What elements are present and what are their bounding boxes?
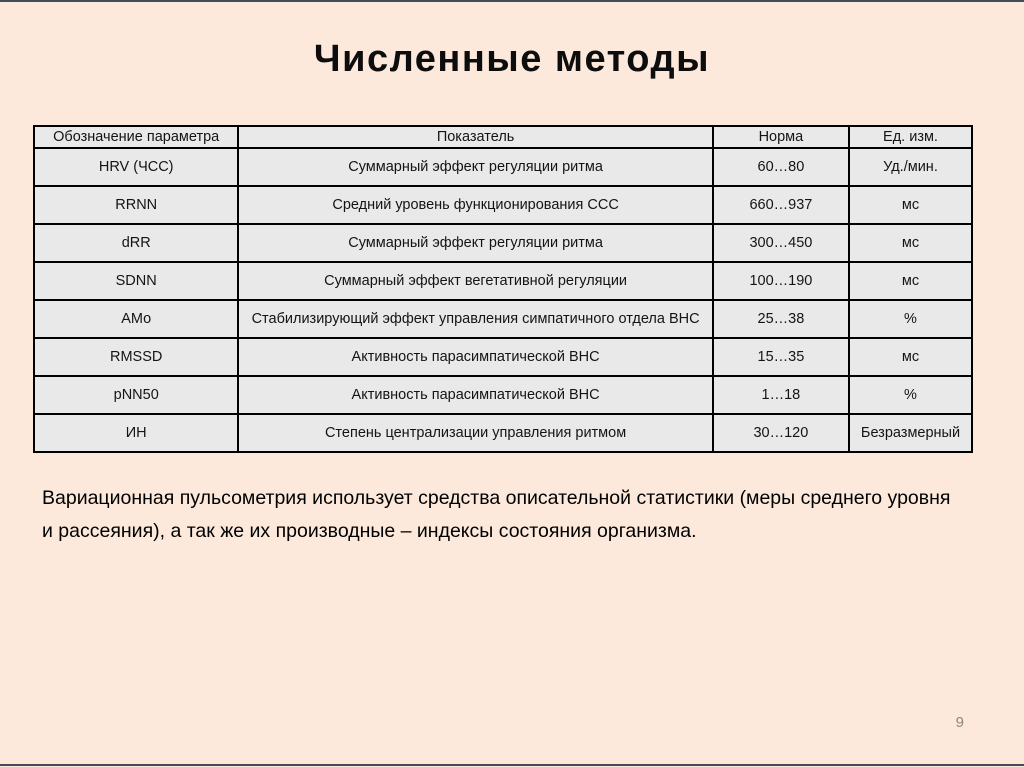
table-cell: 25…38 — [713, 300, 849, 338]
top-edge-line — [0, 0, 1024, 2]
table-cell: Суммарный эффект регуляции ритма — [238, 148, 712, 186]
page-number: 9 — [955, 714, 964, 731]
column-header: Норма — [713, 126, 849, 148]
table-cell: SDNN — [34, 262, 238, 300]
table-cell: 300…450 — [713, 224, 849, 262]
table-cell: Суммарный эффект вегетативной регуляции — [238, 262, 712, 300]
table-cell: АМо — [34, 300, 238, 338]
table-cell: Активность парасимпатической ВНС — [238, 376, 712, 414]
table-row — [34, 414, 972, 452]
table-cell: dRR — [34, 224, 238, 262]
table-row — [34, 338, 972, 376]
table-cell: HRV (ЧСС) — [34, 148, 238, 186]
table-cell: мс — [849, 262, 972, 300]
table-cell: % — [849, 376, 972, 414]
table-cell: Средний уровень функционирования ССС — [238, 186, 712, 224]
table-cell: 60…80 — [713, 148, 849, 186]
table-cell: Степень централизации управления ритмом — [238, 414, 712, 452]
table-cell: мс — [849, 338, 972, 376]
table-cell: Безразмерный — [849, 414, 972, 452]
column-header: Ед. изм. — [849, 126, 972, 148]
table-cell: pNN50 — [34, 376, 238, 414]
slide-title: Численные методы — [313, 38, 711, 80]
table-cell: ИН — [34, 414, 238, 452]
table-cell: 15…35 — [713, 338, 849, 376]
table-row — [34, 148, 972, 186]
column-header: Показатель — [238, 126, 712, 148]
table-cell: 1…18 — [713, 376, 849, 414]
table-cell: 100…190 — [713, 262, 849, 300]
table-row — [34, 224, 972, 262]
body-paragraph: Вариационная пульсометрия использует средства описательной статистики (меры среднего уровня и рассеяния), а так же их производные – индексы состояния организма. — [42, 487, 951, 542]
table-cell: мс — [849, 186, 972, 224]
table-cell: мс — [849, 224, 972, 262]
table-cell: 30…120 — [713, 414, 849, 452]
table-row — [34, 262, 972, 300]
table-cell: Стабилизирующий эффект управления симпатичного отдела ВНС — [238, 300, 712, 338]
table-cell: Активность парасимпатической ВНС — [238, 338, 712, 376]
table-row — [34, 186, 972, 224]
table-cell: RMSSD — [34, 338, 238, 376]
table-cell: Уд./мин. — [849, 148, 972, 186]
bottom-edge-line — [0, 764, 1024, 766]
table-cell: Суммарный эффект регуляции ритма — [238, 224, 712, 262]
table-row — [34, 376, 972, 414]
column-header: Обозначение параметра — [34, 126, 238, 148]
table-cell: RRNN — [34, 186, 238, 224]
table-cell: % — [849, 300, 972, 338]
table-header-row — [34, 126, 972, 148]
table-cell: 660…937 — [713, 186, 849, 224]
parameters-table — [33, 125, 973, 453]
table-row — [34, 300, 972, 338]
